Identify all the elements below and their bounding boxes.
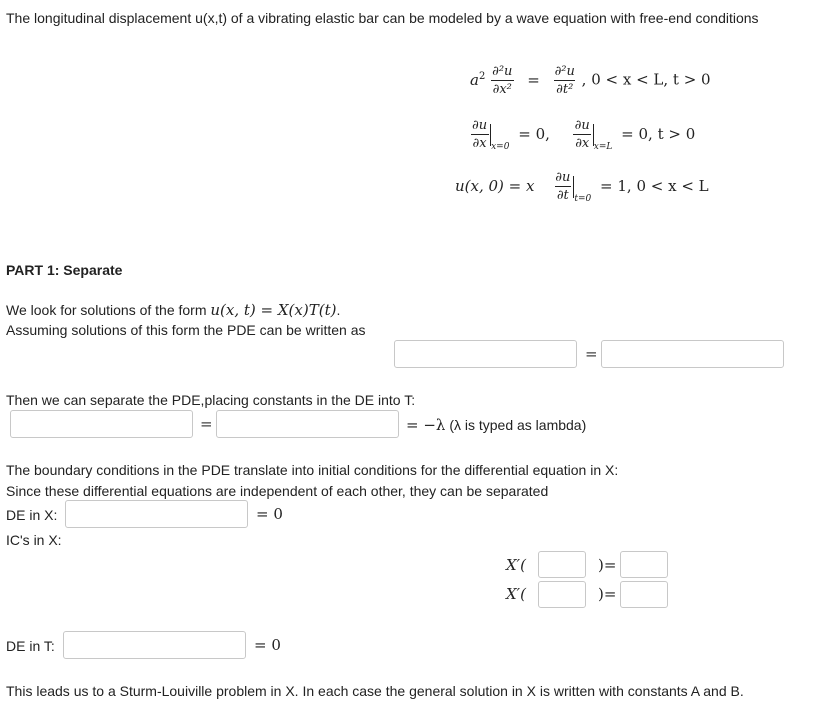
pde-domain: , 0 < x < L, t > 0 — [581, 70, 711, 89]
de-x-equals-zero: = 0 — [256, 505, 283, 523]
de-x-input[interactable] — [65, 500, 248, 528]
problem-intro: The longitudinal displacement u(x,t) of a vibrating elastic bar can be modeled by a wave equation with free-end conditions — [6, 10, 759, 26]
separation-rhs-input[interactable] — [216, 410, 399, 438]
ic1-close: )= — [598, 556, 617, 574]
de-t-equals-zero: = 0 — [254, 636, 281, 654]
bc-translate-text: The boundary conditions in the PDE translate into initial conditions for the differential equation in X: — [6, 462, 619, 478]
ic-displacement: u(x, 0) = x — [455, 176, 535, 195]
boundary-conditions: $\frac{\partial u}{\partial x}$ $_{x=0}$ = 0, $\frac{\partial u}{\partial x}$ $_{x=L}$ = 0, t > 0 — [472, 118, 696, 152]
rhs-fraction: $\frac{\text{∂²u}}{\text{∂t²}}$ — [554, 64, 575, 97]
ic2-close: )= — [598, 585, 617, 603]
lambda-note: = −λ (λ is typed as lambda) — [406, 416, 587, 434]
separate-instruction: Then we can separate the PDE,placing constants in the DE into T: — [6, 392, 416, 408]
de-t-label: DE in T: — [6, 638, 55, 654]
de-t-input[interactable] — [63, 631, 246, 659]
ic2-value-input[interactable] — [620, 581, 668, 608]
ics-x-label: IC's in X: — [6, 532, 62, 548]
bc-right-value: = 0, t > 0 — [621, 124, 696, 143]
coefficient: $a^2$ — [470, 70, 486, 89]
equals-sign: = — [585, 345, 598, 363]
ic-velocity-value: = 1, 0 < x < L — [600, 176, 709, 195]
bc-left-value: = 0, — [518, 124, 550, 143]
pde-rewritten-rhs-input[interactable] — [601, 340, 784, 368]
lhs-fraction: $\frac{\text{∂²u}}{\text{∂x²}}$ — [492, 64, 513, 97]
separation-lhs-input[interactable] — [10, 410, 193, 438]
form-line-1: We look for solutions of the form u(x, t) = X(x)T(t). — [6, 301, 341, 319]
ic2-point-input[interactable] — [538, 581, 586, 608]
part1-heading: PART 1: Separate — [6, 262, 123, 278]
initial-conditions: u(x, 0) = x $\frac{\partial u}{\partial t}$ $_{t=0}$ = 1, 0 < x < L — [455, 170, 709, 204]
ic1-value-input[interactable] — [620, 551, 668, 578]
pde-rewritten-lhs-input[interactable] — [394, 340, 577, 368]
sturm-liouville-text: This leads us to a Sturm-Louiville problem in X. In each case the general solution in X is written with constants A and B. — [6, 683, 744, 699]
form-line-2: Assuming solutions of this form the PDE can be written as — [6, 322, 366, 338]
de-x-label: DE in X: — [6, 507, 58, 523]
ic1-point-input[interactable] — [538, 551, 586, 578]
xprime-2: X′( — [506, 585, 526, 603]
wave-equation: $a^2$ $\frac{\text{∂²u}}{\text{∂x²}}$ = $\frac{\text{∂²u}}{\text{∂t²}}$ , 0 < x < L, t > 0 — [470, 64, 711, 97]
independent-text: Since these differential equations are independent of each other, they can be separated — [6, 483, 549, 499]
xprime-1: X′( — [506, 556, 526, 574]
equals-sign: = — [200, 415, 213, 433]
